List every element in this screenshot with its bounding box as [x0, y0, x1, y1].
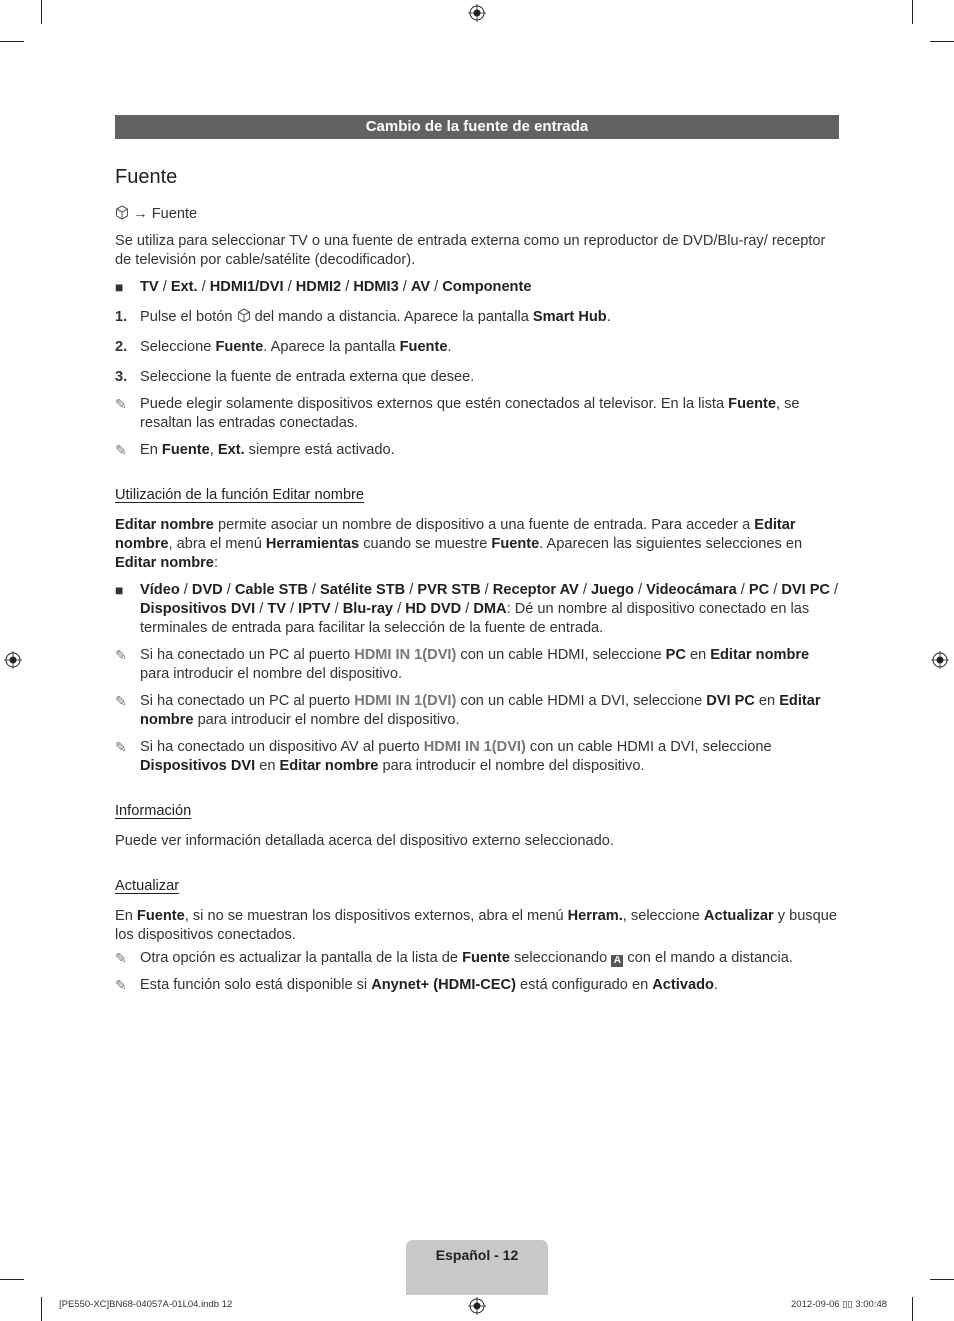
subheading-actualizar: Actualizar — [115, 878, 180, 894]
note-pencil-icon: ✎ — [115, 647, 127, 663]
list-separator: / — [480, 582, 493, 598]
device-name-item: PVR STB — [417, 582, 481, 598]
source-hdmi1: HDMI1/DVI — [209, 279, 284, 295]
source-hdmi2: HDMI2 — [295, 279, 342, 295]
device-name-item: IPTV — [298, 601, 331, 617]
device-name-item: Blu-ray — [342, 601, 394, 617]
source-list: ■ TV / Ext. / HDMI1/DVI / HDMI2 / HDMI3 / AV / Componente — [115, 279, 532, 295]
note: ✎ En Fuente, Ext. siempre está activado. — [115, 442, 395, 458]
device-name-item: DVI PC — [781, 582, 830, 598]
note-pencil-icon: ✎ — [115, 396, 127, 412]
registration-mark-icon — [468, 1297, 486, 1315]
menu-path — [115, 205, 839, 224]
page-title: Fuente — [115, 166, 178, 188]
list-separator: / — [769, 582, 782, 598]
note: ✎ Si ha conectado un dispositivo AV al puerto HDMI IN 1(DVI) con un cable HDMI a DVI, seleccione Dispositivos DVI en Editar nombre para introducir el nombre del dispositivo. — [115, 739, 772, 774]
source-ext: Ext. — [170, 279, 198, 295]
device-name-item: Vídeo — [140, 582, 180, 598]
step-number: 2. — [115, 339, 128, 355]
crop-mark — [41, 1297, 42, 1321]
note: ✎ Si ha conectado un PC al puerto HDMI IN 1(DVI) con un cable HDMI, seleccione PC en Editar nombre para introducir el nombre del dispositivo. — [115, 647, 810, 682]
footer-timestamp: 2012-09-06 ▯▯ 3:00:48 — [791, 1299, 888, 1310]
path-target: Fuente — [151, 206, 198, 222]
smart-hub-icon — [115, 205, 129, 220]
page-number-tab: Español - 12 — [406, 1240, 548, 1295]
crop-mark — [930, 41, 954, 42]
note-pencil-icon: ✎ — [115, 950, 127, 966]
path-arrow: → — [133, 206, 148, 222]
crop-mark — [0, 1279, 24, 1280]
list-separator: / — [736, 582, 749, 598]
subheading-editar-nombre: Utilización de la función Editar nombre — [115, 487, 365, 503]
step-3: 3. Seleccione la fuente de entrada externa que desee. — [115, 369, 475, 385]
device-name-item: Juego — [590, 582, 634, 598]
step-2: 2. Seleccione Fuente. Aparece la pantalla Fuente. — [115, 339, 452, 355]
note-pencil-icon: ✎ — [115, 442, 127, 458]
crop-mark — [930, 1279, 954, 1280]
note-pencil-icon: ✎ — [115, 693, 127, 709]
update-paragraph: En Fuente, si no se muestran los dispositivos externos, abra el menú Herram., seleccione Actualizar y busque los dispositivos conectados. — [115, 908, 837, 943]
note-pencil-icon: ✎ — [115, 977, 127, 993]
device-name-item: TV — [267, 601, 286, 617]
list-separator: / — [393, 601, 406, 617]
square-bullet-icon: ■ — [115, 279, 124, 295]
device-name-list — [115, 581, 839, 638]
list-separator: / — [461, 601, 474, 617]
intro-paragraph: Se utiliza para seleccionar TV o una fuente de entrada externa como un reproductor de DVD/Blu-ray/ receptor de televisión por cable/satélite (decodificador). — [115, 233, 826, 268]
list-separator: / — [285, 601, 299, 617]
source-hdmi3: HDMI3 — [353, 279, 399, 295]
device-name-item: Cable STB — [234, 582, 308, 598]
step-1: 1. Pulse el botón del mando a distancia. Aparece la pantalla Smart Hub. — [115, 309, 611, 325]
note: ✎ Esta función solo está disponible si Anynet+ (HDMI-CEC) está configurado en Activado. — [115, 977, 718, 993]
list-separator: / — [578, 582, 591, 598]
square-bullet-icon: ■ — [115, 582, 124, 598]
note-pencil-icon: ✎ — [115, 739, 127, 755]
smart-hub-icon — [237, 308, 251, 323]
device-name-item: Satélite STB — [320, 582, 406, 598]
registration-mark-icon — [4, 651, 22, 669]
editar-paragraph: Editar nombre permite asociar un nombre de dispositivo a una fuente de entrada. Para acceder a Editar nombre, abra el menú Herramientas cuando se muestre Fuente. Aparecen las siguientes selecciones en Editar nombre: — [115, 517, 803, 571]
list-separator: / — [255, 601, 268, 617]
device-name-item: Receptor AV — [492, 582, 579, 598]
source-av: AV — [410, 279, 431, 295]
section-banner: Cambio de la fuente de entrada — [115, 115, 839, 139]
list-separator: / — [405, 582, 418, 598]
crop-mark — [0, 41, 24, 42]
list-separator: / — [330, 601, 343, 617]
source-componente: Componente — [442, 279, 532, 295]
main-content — [115, 205, 839, 995]
note: ✎ Puede elegir solamente dispositivos externos que estén conectados al televisor. En la lista Fuente, se resaltan las entradas conectadas. — [115, 396, 800, 431]
registration-mark-icon — [931, 651, 949, 669]
device-name-item: PC — [748, 582, 770, 598]
list-separator: / — [179, 582, 192, 598]
footer-file: [PE550-XC]BN68-04057A-01L04.indb 12 — [59, 1299, 233, 1310]
list-separator: / — [829, 582, 839, 598]
list-separator: / — [222, 582, 235, 598]
registration-mark-icon — [468, 4, 486, 22]
step-number: 1. — [115, 309, 128, 325]
device-name-item: Videocámara — [646, 582, 737, 598]
note: ✎ Si ha conectado un PC al puerto HDMI IN 1(DVI) con un cable HDMI a DVI, seleccione DVI PC en Editar nombre para introducir el nombre del dispositivo. — [115, 693, 821, 728]
subheading-informacion: Información — [115, 803, 192, 819]
crop-mark — [912, 1297, 913, 1321]
device-name-item: DVD — [191, 582, 223, 598]
note: ✎ Otra opción es actualizar la pantalla de la lista de Fuente seleccionando A con el mando a distancia. — [115, 950, 793, 966]
list-separator: / — [633, 582, 647, 598]
device-name-options — [140, 581, 839, 638]
list-separator: / — [307, 582, 321, 598]
step-number: 3. — [115, 369, 128, 385]
device-list-tail: : Dé un nombre al dispositivo conectado en las terminales de entrada para facilitar la selección de la fuente de entrada. — [140, 601, 810, 636]
crop-mark — [912, 0, 913, 24]
source-tv: TV — [140, 279, 159, 295]
crop-mark — [41, 0, 42, 24]
device-name-item: Dispositivos DVI — [140, 601, 256, 617]
device-name-item: DMA — [473, 601, 507, 617]
a-button-icon: A — [611, 955, 623, 967]
device-name-item: HD DVD — [405, 601, 462, 617]
info-paragraph: Puede ver información detallada acerca del dispositivo externo seleccionado. — [115, 833, 614, 849]
